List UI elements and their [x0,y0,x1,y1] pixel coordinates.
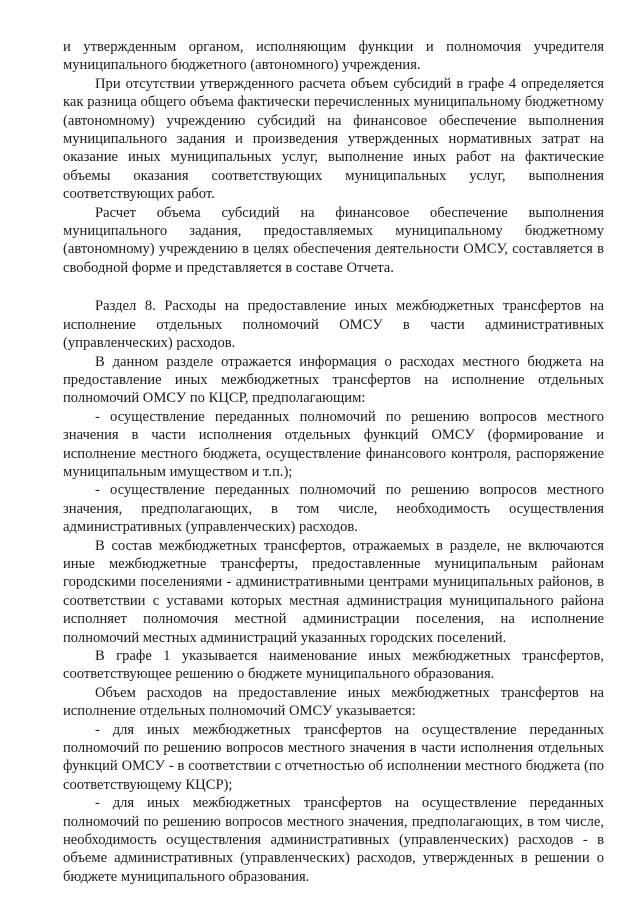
paragraph-subsidy-calc: При отсутствии утвержденного расчета объем субсидий в графе 4 определяется как разница общего объема фактически перечисленных муниципальному бюджетному (автономному) учреждению субсидий на финансовое обеспечение выполнения муниципального задания и произведения утвержденных нормативных затрат на оказание иных муниципальных услуг, выполнение иных работ на фактические объемы оказания соответствующих муниципальных услуг, выполнения соответствующих работ. [63,75,604,203]
paragraph-exclusions: В состав межбюджетных трансфертов, отражаемых в разделе, не включаются иные межбюджетные трансферты, предоставленные муниципальным районам городскими поселениями - административными центрами муниципальных районов, в соответствии с уставами которых местная администрация муниципального района исполняет полномочия местной администрации поселения, на исполнение полномочий местных администраций указанных городских поселений. [63,537,604,646]
section-8-heading: Раздел 8. Расходы на предоставление иных межбюджетных трансфертов на исполнение отдельных полномочий ОМСУ в части административных (управленческих) расходов. [63,298,604,352]
paragraph-column-1: В графе 1 указывается наименование иных межбюджетных трансфертов, соответствующее решению о бюджете муниципального образования. [63,648,604,683]
section-gap [63,277,604,297]
paragraph-continuation: и утвержденным органом, исполняющим функции и полномочия учредителя муниципального бюджетного (автономного) учреждения. [63,39,604,74]
list-item-functions: - осуществление переданных полномочий по решению вопросов местного значения в части исполнения отдельных функций ОМСУ (формирование и исполнение местного бюджета, осуществление финансового контроля, распоряжение муниципальным имуществом и т.п.); [63,408,604,480]
list-item-admin-expenses: - осуществление переданных полномочий по решению вопросов местного значения, предполагающих, в том числе, необходимость осуществления административных (управленческих) расходов. [63,482,604,536]
paragraph-subsidy-form: Расчет объема субсидий на финансовое обеспечение выполнения муниципального задания, предоставляемых муниципальному бюджетному (автономному) учреждению в целях обеспечения деятельности ОМСУ, составляется в свободной форме и представляется в составе Отчета. [63,204,604,276]
paragraph-section-info: В данном разделе отражается информация о расходах местного бюджета на предоставление иных межбюджетных трансфертов на исполнение отдельных полномочий ОМСУ по КЦСР, предполагающим: [63,353,604,407]
paragraph-volume-intro: Объем расходов на предоставление иных межбюджетных трансфертов на исполнение отдельных полномочий ОМСУ указывается: [63,684,604,720]
list-item-volume-functions: - для иных межбюджетных трансфертов на осуществление переданных полномочий по решению вопросов местного значения в части исполнения отдельных функций ОМСУ - в соответствии с отчетностью об исполнении местного бюджета (по соответствующему КЦСР); [63,721,604,793]
list-item-volume-admin: - для иных межбюджетных трансфертов на осуществление переданных полномочий по решению вопросов местного значения, предполагающих, в том числе, необходимость осуществления административных (управленческих) расходов - в объеме административных (управленческих) расходов, утвержденных в решении о бюджете муниципального образования. [63,795,604,885]
